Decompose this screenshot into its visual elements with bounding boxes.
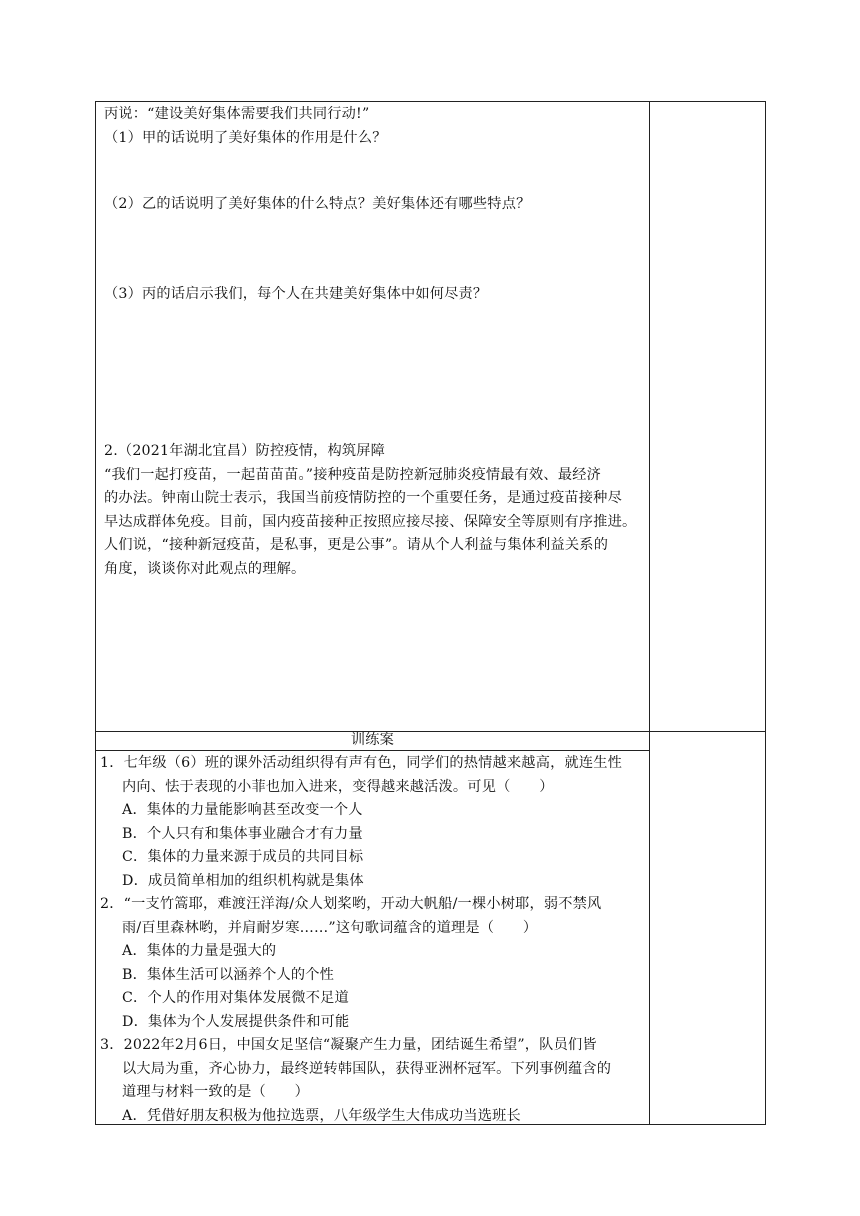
mc-question-3-stem: 以大局为重，齐心协力，最终逆转韩国队，获得亚洲杯冠军。下列事例蕴含的	[122, 1060, 612, 1077]
column-divider	[649, 101, 650, 1125]
mc-option: C．个人的作用对集体发展微不足道	[122, 990, 349, 1006]
question-4-line: 角度，谈谈你对此观点的理解。	[104, 560, 306, 577]
question-1: （1）甲的话说明了美好集体的作用是什么？	[104, 129, 387, 146]
mc-option: A．集体的力量能影响甚至改变一个人	[122, 802, 363, 818]
header-divider	[95, 750, 650, 751]
bing-quote: 丙说：“建设美好集体需要我们共同行动!”	[104, 106, 370, 122]
question-3-cell	[104, 283, 644, 307]
question-4-cell	[104, 440, 644, 581]
mc-option: D．集体为个人发展提供条件和可能	[122, 1013, 350, 1030]
question-4-line: 早达成群体免疫。目前，国内疫苗接种正按照应接尽接、保障安全等原则有序推进。	[104, 513, 637, 530]
mc-option: A．凭借好朋友积极为他拉选票，八年级学生大伟成功当选班长	[122, 1107, 521, 1124]
mc-question-1-stem: 内向、怯于表现的小菲也加入进来，变得越来越活泼。可见（ ）	[122, 778, 554, 795]
question-4-line: “我们一起打疫苗，一起苗苗苗。”接种疫苗是防控新冠肺炎疫情最有效、最经济	[104, 466, 601, 483]
upper-cell	[104, 103, 644, 150]
training-header-cell	[96, 731, 649, 750]
training-questions	[100, 752, 648, 1128]
mc-option: B．集体生活可以涵养个人的个性	[122, 966, 335, 983]
mc-question-1-stem: 1．七年级（6）班的课外活动组织得有声有色，同学们的热情越来越高，就连生性	[100, 755, 623, 771]
question-4-line: 人们说，“接种新冠疫苗，是私事，更是公事”。请从个人利益与集体利益关系的	[104, 537, 609, 553]
mc-question-3-stem: 道理与材料一致的是（ ）	[122, 1084, 310, 1100]
table-top-border	[95, 101, 766, 102]
mc-option: C．集体的力量来源于成员的共同目标	[122, 849, 364, 865]
question-4-line: 的办法。钟南山院士表示，我国当前疫情防控的一个重要任务，是通过疫苗接种尽	[104, 490, 622, 506]
mc-question-2-stem: 雨/百里森林哟，并肩耐岁寒……”这句歌词蕴含的道理是（ ）	[122, 919, 538, 936]
training-header: 训练案	[350, 732, 395, 748]
table-right-border	[765, 101, 766, 1125]
mc-question-3-stem: 3．2022年2月6日，中国女足坚信“凝聚产生力量，团结诞生希望”，队员们皆	[100, 1037, 597, 1053]
mc-option: B．个人只有和集体事业融合才有力量	[122, 825, 363, 842]
mc-option: D．成员简单相加的组织机构就是集体	[122, 872, 364, 889]
mc-option: A．集体的力量是强大的	[122, 943, 277, 959]
question-4-title: 2.（2021年湖北宜昌）防控疫情，构筑屏障	[104, 443, 386, 459]
worksheet-table	[95, 101, 766, 1125]
table-left-border	[95, 101, 96, 1125]
mc-question-2-stem: 2．“一支竹篙耶，难渡汪洋海/众人划桨哟，开动大帆船/一棵小树耶，弱不禁风	[100, 896, 602, 912]
question-3: （3）丙的话启示我们，每个人在共建美好集体中如何尽责？	[104, 286, 488, 302]
question-2: （2）乙的话说明了美好集体的什么特点？美好集体还有哪些特点？	[104, 196, 531, 212]
question-2-cell	[104, 193, 644, 217]
